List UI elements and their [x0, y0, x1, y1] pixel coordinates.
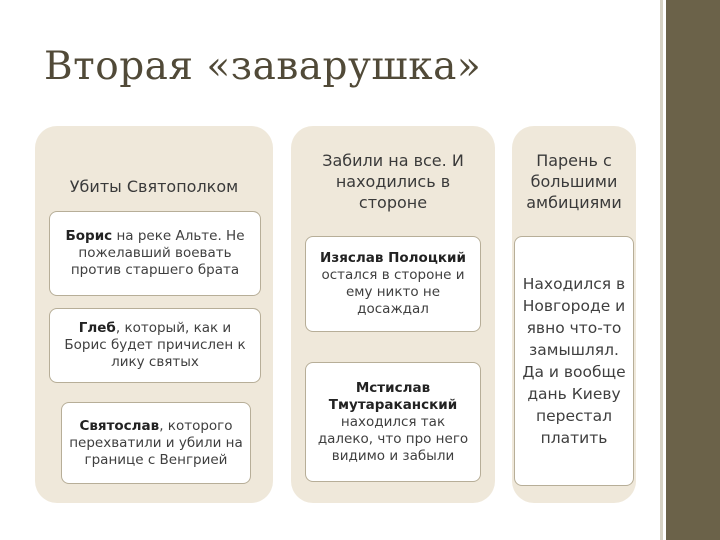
- card-text: остался в стороне и ему никто не досаждал: [321, 267, 465, 317]
- card-text: на реке Альте. Не пожелавший воевать против старшего брата: [70, 228, 245, 278]
- column-ambitious: [512, 126, 636, 503]
- card-text: , который, как и Борис будет причислен к лику святых: [64, 320, 246, 370]
- sidebar-divider: [660, 0, 663, 540]
- column-header: Убиты Святополком: [69, 177, 239, 196]
- column-header: Забили на все. И находились в стороне: [322, 151, 464, 212]
- card-mstislav: [305, 362, 481, 482]
- column-aside: [291, 126, 495, 503]
- card-name: Мстислав Тмутараканский: [328, 379, 458, 413]
- card-text: Находился в Новгороде и явно что-то замышлял. Да и вообще дань Киеву перестал платить: [522, 275, 626, 447]
- column-killed: [35, 126, 273, 503]
- card-boris: [49, 211, 261, 296]
- page-title: Вторая «заварушка»: [44, 44, 482, 89]
- card-yaroslav: [514, 236, 634, 486]
- card-text: , которого перехватили и убили на границе с Венгрией: [69, 417, 243, 468]
- card-gleb: [49, 308, 261, 383]
- card-text: находился так далеко, что про него видимо и забыли: [317, 413, 469, 464]
- card-svyatoslav: [61, 402, 251, 484]
- card-name: Изяслав Полоцкий: [320, 250, 466, 266]
- card-name: Борис: [65, 228, 113, 244]
- decorative-sidebar: [666, 0, 720, 540]
- card-izyaslav: [305, 236, 481, 332]
- card-name: Святослав: [79, 417, 160, 434]
- card-name: Глеб: [78, 320, 116, 336]
- column-header: Парень с большими амбициями: [526, 151, 622, 212]
